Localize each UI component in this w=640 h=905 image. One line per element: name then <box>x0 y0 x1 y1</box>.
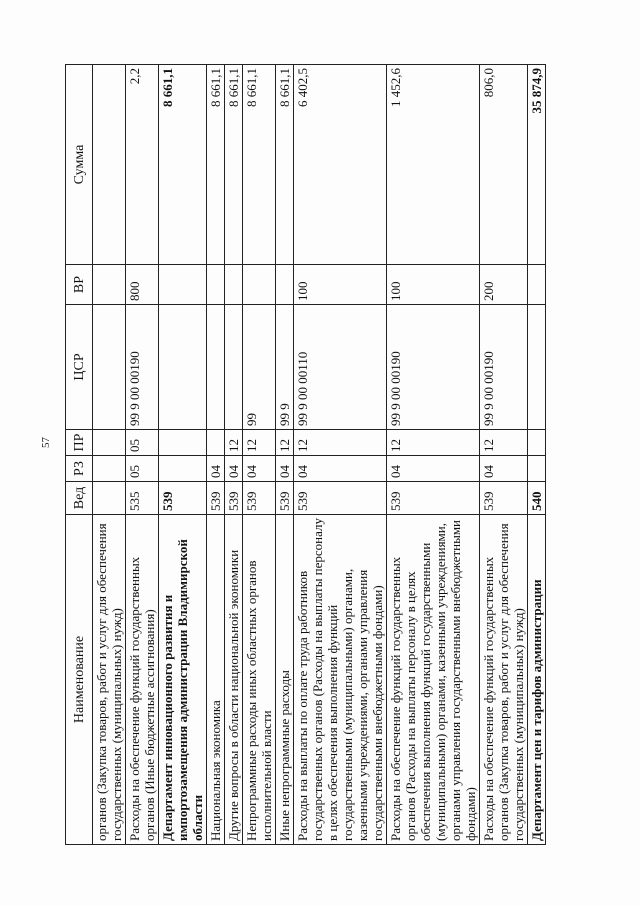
table-row <box>528 65 546 845</box>
cell-pr: 12 <box>294 430 387 456</box>
table-header-row <box>66 65 93 845</box>
cell-pr <box>207 430 225 456</box>
cell-name: Расходы на обеспечение функций государственных органов (Иные бюджетные ассигнования) <box>126 515 159 845</box>
cell-ved: 539 <box>225 482 243 515</box>
cell-sum: 806,0 <box>480 65 528 265</box>
cell-rz: 04 <box>207 456 225 482</box>
cell-pr <box>159 430 207 456</box>
cell-csr <box>225 305 243 430</box>
cell-name: Другие вопросы в области национальной экономики <box>225 515 243 845</box>
table-row <box>387 65 480 845</box>
cell-rz: 04 <box>387 456 480 482</box>
cell-name: Расходы на выплаты по оплате труда работников государственных органов (Расходы на выплаты персоналу в целях обеспечения выполнения функций государственными (муниципальными) органами, казенными учреждениями, органами управления государственными внебюджетными фондами) <box>294 515 387 845</box>
cell-rz: 05 <box>126 456 159 482</box>
cell-csr: 99 9 00 00190 <box>126 305 159 430</box>
cell-sum: 8 661,1 <box>276 65 294 265</box>
cell-rz: 04 <box>276 456 294 482</box>
cell-csr <box>207 305 225 430</box>
header-rz: РЗ <box>66 456 93 482</box>
cell-csr: 99 9 <box>276 305 294 430</box>
cell-name: Иные непрограммные расходы <box>276 515 294 845</box>
cell-vr <box>93 265 126 305</box>
table-row <box>243 65 276 845</box>
cell-vr <box>528 265 546 305</box>
cell-rz: 04 <box>225 456 243 482</box>
header-pr: ПР <box>66 430 93 456</box>
table-row <box>276 65 294 845</box>
cell-csr: 99 9 00 00190 <box>480 305 528 430</box>
cell-rz <box>159 456 207 482</box>
cell-rz <box>93 456 126 482</box>
cell-name: Расходы на обеспечение функций государственных органов (Расходы на выплаты персоналу в целях обеспечения выполнения функций государственными (муниципальными) органами, казенными учреждениями, органами управления государственными внебюджетными фондами) <box>387 515 480 845</box>
cell-csr: 99 9 00 00190 <box>387 305 480 430</box>
cell-sum: 35 874,9 <box>528 65 546 265</box>
cell-name: органов (Закупка товаров, работ и услуг для обеспечения государственных (муниципальных) нужд) <box>93 515 126 845</box>
cell-ved: 540 <box>528 482 546 515</box>
cell-pr: 12 <box>387 430 480 456</box>
budget-table-container <box>65 65 610 845</box>
page-number: 57 <box>40 437 52 448</box>
header-csr: ЦСР <box>66 305 93 430</box>
cell-sum: 8 661,1 <box>243 65 276 265</box>
cell-pr <box>528 430 546 456</box>
cell-sum: 8 661,1 <box>159 65 207 265</box>
cell-vr <box>225 265 243 305</box>
cell-vr <box>276 265 294 305</box>
cell-sum: 6 402,5 <box>294 65 387 265</box>
cell-sum: 2,2 <box>126 65 159 265</box>
cell-sum: 1 452,6 <box>387 65 480 265</box>
cell-pr <box>93 430 126 456</box>
cell-vr <box>159 265 207 305</box>
cell-rz: 04 <box>243 456 276 482</box>
cell-vr: 800 <box>126 265 159 305</box>
cell-ved: 535 <box>126 482 159 515</box>
cell-vr: 200 <box>480 265 528 305</box>
cell-vr: 100 <box>387 265 480 305</box>
cell-name: Департамент инновационного развития и импортозамещения администрации Владимирской области <box>159 515 207 845</box>
cell-pr: 12 <box>480 430 528 456</box>
cell-csr <box>528 305 546 430</box>
table-row <box>159 65 207 845</box>
cell-pr: 12 <box>225 430 243 456</box>
cell-ved <box>93 482 126 515</box>
cell-ved: 539 <box>294 482 387 515</box>
cell-vr: 100 <box>294 265 387 305</box>
cell-pr: 05 <box>126 430 159 456</box>
table-row <box>225 65 243 845</box>
table-row <box>126 65 159 845</box>
header-vr: ВР <box>66 265 93 305</box>
table-row <box>93 65 126 845</box>
cell-ved: 539 <box>243 482 276 515</box>
cell-vr <box>243 265 276 305</box>
cell-csr: 99 <box>243 305 276 430</box>
header-name: Наименование <box>66 515 93 845</box>
cell-sum: 8 661,1 <box>207 65 225 265</box>
cell-rz: 04 <box>294 456 387 482</box>
cell-pr: 12 <box>276 430 294 456</box>
header-sum: Сумма <box>66 65 93 265</box>
cell-ved: 539 <box>276 482 294 515</box>
cell-csr: 99 9 00 00110 <box>294 305 387 430</box>
cell-sum <box>93 65 126 265</box>
table-row <box>480 65 528 845</box>
header-ved: Вед <box>66 482 93 515</box>
cell-csr <box>159 305 207 430</box>
cell-name: Расходы на обеспечение функций государственных органов (Закупка товаров, работ и услуг для обеспечения государственных (муниципальных) нужд) <box>480 515 528 845</box>
table-row <box>294 65 387 845</box>
cell-pr: 12 <box>243 430 276 456</box>
table-row <box>207 65 225 845</box>
cell-sum: 8 661,1 <box>225 65 243 265</box>
cell-name: Непрограммные расходы иных областных органов исполнительной власти <box>243 515 276 845</box>
cell-name: Национальная экономика <box>207 515 225 845</box>
cell-rz <box>528 456 546 482</box>
cell-vr <box>207 265 225 305</box>
cell-ved: 539 <box>159 482 207 515</box>
cell-ved: 539 <box>207 482 225 515</box>
cell-rz: 04 <box>480 456 528 482</box>
cell-name: Департамент цен и тарифов администрации <box>528 515 546 845</box>
cell-ved: 539 <box>480 482 528 515</box>
budget-table <box>65 64 546 845</box>
cell-csr <box>93 305 126 430</box>
cell-ved: 539 <box>387 482 480 515</box>
